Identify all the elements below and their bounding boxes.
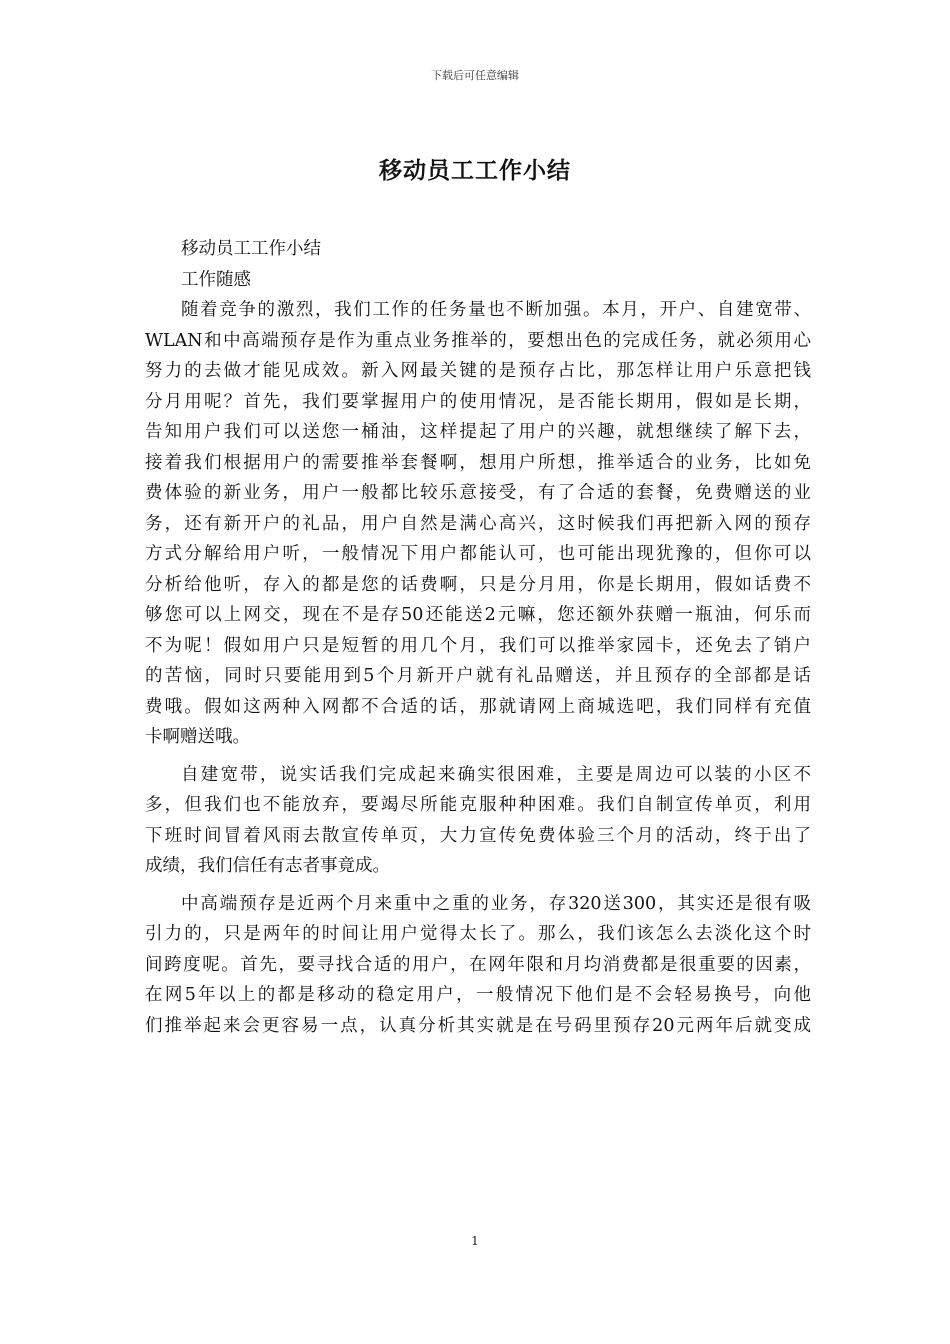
text-line: 下班时间冒着风雨去散宣传单页，大力宣传免费体验三个月的活动，终于出了 xyxy=(145,825,811,846)
text-line: WLAN和中高端预存是作为重点业务推举的，要想出色的完成任务，就必须用心 xyxy=(145,330,811,351)
text-line: 费哦。假如这两种入网都不合适的话，那就请网上商城选吧，我们同样有充值 xyxy=(145,696,811,717)
paragraph-broadband xyxy=(145,760,811,882)
text-line: 告知用户我们可以送您一桶油，这样提起了用户的兴趣，就想继续了解下去， xyxy=(145,422,811,442)
text-line: 的苦恼，同时只要能用到5个月新开户就有礼品赠送，并且预存的全部都是话 xyxy=(145,666,811,686)
text-line: 努力的去做才能见成效。新入网最关键的是预存占比，那怎样让用户乐意把钱 xyxy=(145,361,811,381)
paragraph-spacer xyxy=(145,753,811,760)
text-line: 随着竞争的激烈，我们工作的任务量也不断加强。本月，开户、自建宽带、 xyxy=(181,300,811,320)
paragraph-subtitle xyxy=(145,234,811,265)
text-line: 移动员工工作小结 xyxy=(181,239,321,259)
text-line: 够您可以上网交，现在不是存50还能送2元嘛，您还额外获赠一瓶油，何乐而 xyxy=(145,605,811,625)
text-line: 务，还有新开户的礼品，用户自然是满心高兴，这时候我们再把新入网的预存 xyxy=(145,513,811,534)
text-line: 分月用呢？首先，我们要掌握用户的使用情况，是否能长期用，假如是长期， xyxy=(145,391,811,412)
page-number: 1 xyxy=(471,1234,479,1248)
paragraph-heading xyxy=(145,265,811,296)
text-line: 成绩，我们信任有志者事竟成。 xyxy=(145,856,390,876)
text-line: 自建宽带，说实话我们完成起来确实很困难，主要是周边可以装的小区不 xyxy=(181,764,811,785)
document-title: 移动员工工作小结 xyxy=(379,157,571,184)
text-line: 方式分解给用户听，一般情况下用户都能认可，也可能出现犹豫的，但你可以 xyxy=(145,544,811,564)
paragraph-spacer xyxy=(145,882,811,889)
document-body xyxy=(145,234,811,1041)
text-line: 引力的，只是两年的时间让用户觉得太长了。那么，我们该怎么去淡化这个时 xyxy=(145,924,811,944)
text-line: 分析给他听，存入的都是您的话费啊，只是分月用，你是长期用，假如话费不 xyxy=(145,574,811,595)
text-line: 在网5年以上的都是移动的稳定用户，一般情况下他们是不会轻易换号，向他 xyxy=(145,985,811,1005)
text-line: 间跨度呢。首先，要寻找合适的用户，在网年限和月均消费都是很重要的因素， xyxy=(145,954,811,975)
text-line: 工作随感 xyxy=(181,269,251,290)
header-note: 下载后可任意编辑 xyxy=(431,69,519,82)
text-line: 们推举起来会更容易一点，认真分析其实就是在号码里预存20元两年后就变成 xyxy=(145,1015,811,1036)
text-line: 不为呢！假如用户只是短暂的用几个月，我们可以推举家园卡，还免去了销户 xyxy=(145,635,811,656)
text-line: 多，但我们也不能放弃，要竭尽所能克服种种困难。我们自制宣传单页，利用 xyxy=(145,795,811,815)
text-line: 中高端预存是近两个月来重中之重的业务，存320送300，其实还是很有吸 xyxy=(181,893,811,914)
paragraph-new-account xyxy=(145,295,811,753)
text-line: 接着我们根据用户的需要推举套餐啊，想用户所想，推举适合的业务，比如免 xyxy=(145,452,811,473)
text-line: 卡啊赠送哦。 xyxy=(145,727,250,747)
paragraph-prestore xyxy=(145,889,811,1042)
text-line: 费体验的新业务，用户一般都比较乐意接受，有了合适的套餐，免费赠送的业 xyxy=(145,483,811,503)
